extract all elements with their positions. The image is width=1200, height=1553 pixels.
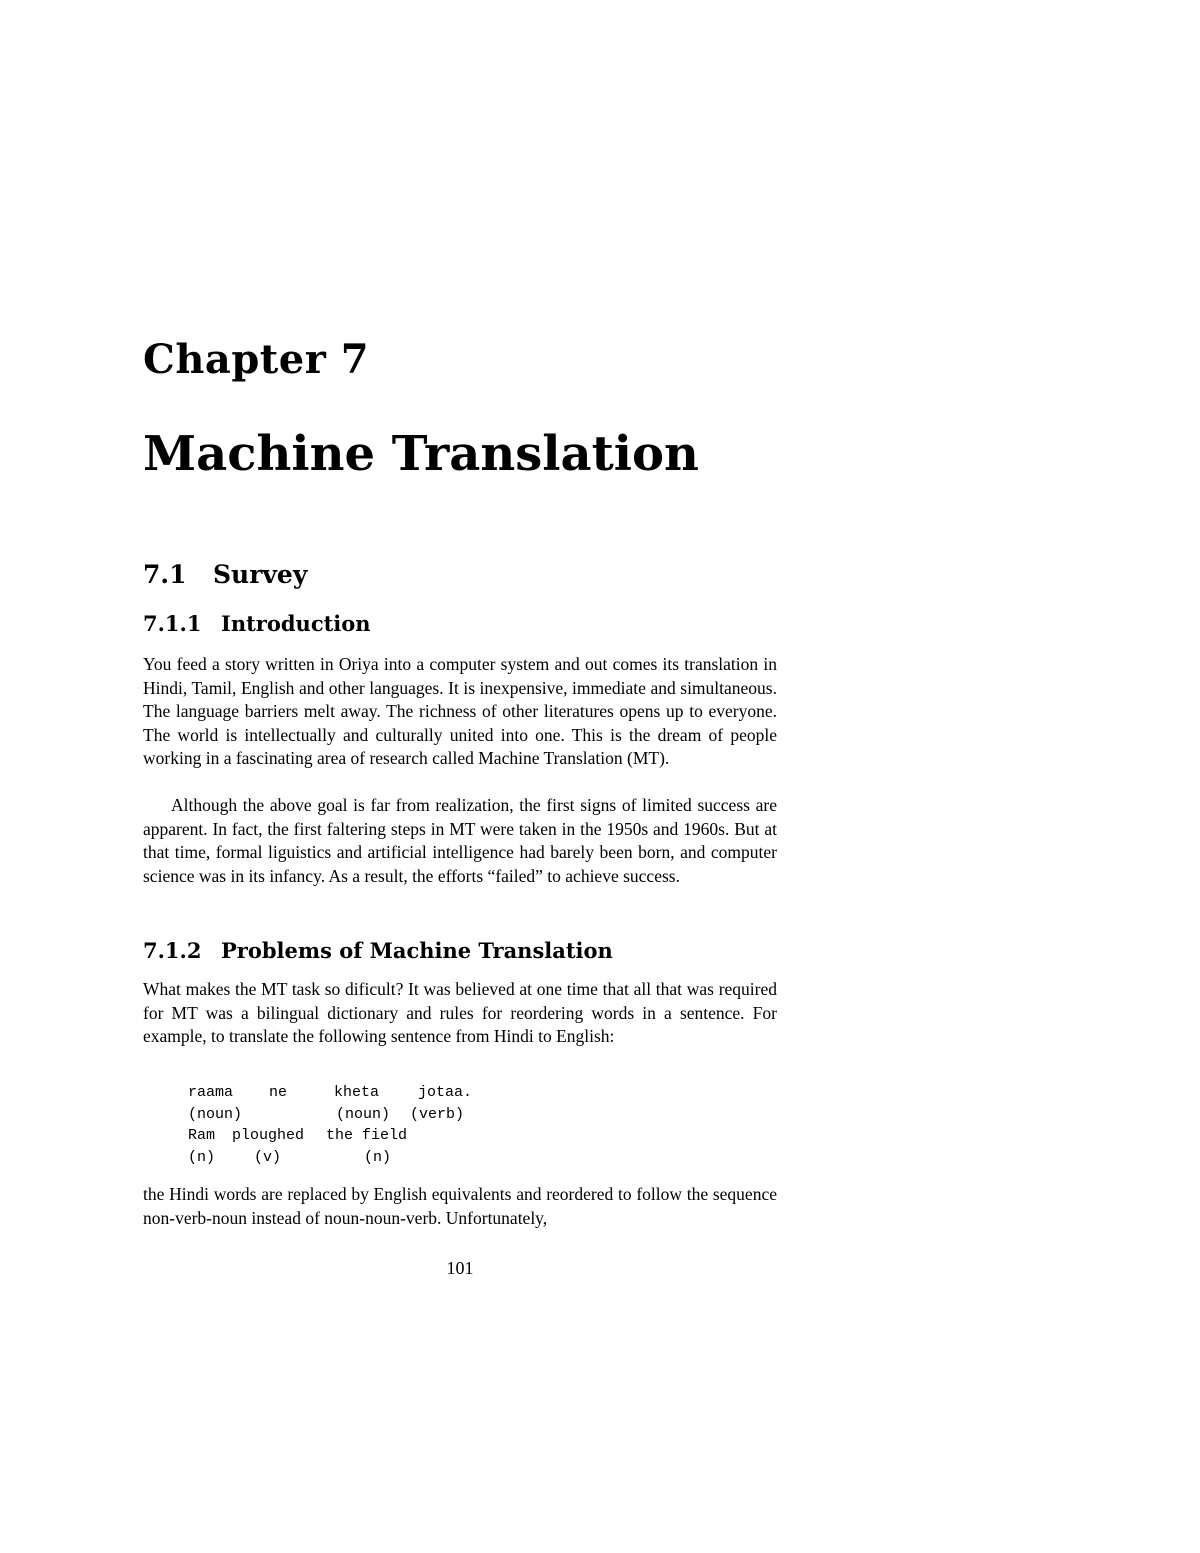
intro-paragraph-2: Although the above goal is far from realization, the first signs of limited success are apparent. In fact, the first faltering steps in MT were taken in the 1950s and 1960s. But at that time, formal liguistics and artificial intelligence had barely been born, and computer science was in its infancy. As a result, the efforts “failed” to achieve success. xyxy=(143,795,777,886)
hindi-words-row xyxy=(188,1082,473,1104)
intro-paragraph-1: You feed a story written in Oriya into a computer system and out comes its translation in Hindi, Tamil, English and other languages. It is inexpensive, immediate and simultaneous. The language barriers melt away. The richness of other literatures opens up to everyone. The world is intellectually and culturally united into one. This is the dream of people working in a fascinating area of research called Machine Translation (MT). xyxy=(143,654,777,769)
example-tag: (n) xyxy=(188,1148,216,1166)
chapter-label: Chapter 7 xyxy=(143,336,370,383)
example-word: jotaa. xyxy=(418,1084,473,1101)
section-number: 7.1 xyxy=(143,560,187,589)
subsection-number: 7.1.1 xyxy=(143,611,202,636)
subsection-title: Problems of Machine Translation xyxy=(221,938,613,963)
example-tag: (verb) xyxy=(410,1105,465,1123)
section-heading-7-1 xyxy=(143,560,307,589)
example-tag: (noun) xyxy=(336,1105,391,1123)
chapter-title: Machine Translation xyxy=(143,426,699,482)
example-tag: (n) xyxy=(364,1148,392,1166)
example-word: Ram xyxy=(188,1127,216,1144)
example-tag: (v) xyxy=(254,1148,282,1166)
subsection-title: Introduction xyxy=(221,611,371,636)
example-tag: (noun) xyxy=(188,1105,243,1123)
subsection-number: 7.1.2 xyxy=(143,938,202,963)
english-words-row xyxy=(188,1125,408,1147)
translation-example xyxy=(188,1082,473,1168)
english-tags-row xyxy=(188,1147,392,1169)
problems-paragraph-1: What makes the MT task so dificult? It was believed at one time that all that was required for MT was a bilingual dictionary and rules for reordering words in a sentence. For example, to translate the following sentence from Hindi to English: xyxy=(143,979,777,1047)
hindi-tags-row xyxy=(188,1104,465,1126)
subsection-heading-7-1-2 xyxy=(143,938,613,963)
page-number: 101 xyxy=(446,1258,474,1278)
example-word: ploughed xyxy=(232,1127,305,1144)
example-word: kheta xyxy=(334,1084,380,1101)
example-word: raama xyxy=(188,1084,234,1101)
example-word: ne xyxy=(269,1084,288,1101)
subsection-heading-7-1-1 xyxy=(143,611,371,636)
problems-paragraph-2: the Hindi words are replaced by English equivalents and reordered to follow the sequence non-verb-noun instead of noun-noun-verb. Unfortunately, xyxy=(143,1184,777,1228)
section-title: Survey xyxy=(213,560,308,589)
example-word: the field xyxy=(326,1127,408,1144)
